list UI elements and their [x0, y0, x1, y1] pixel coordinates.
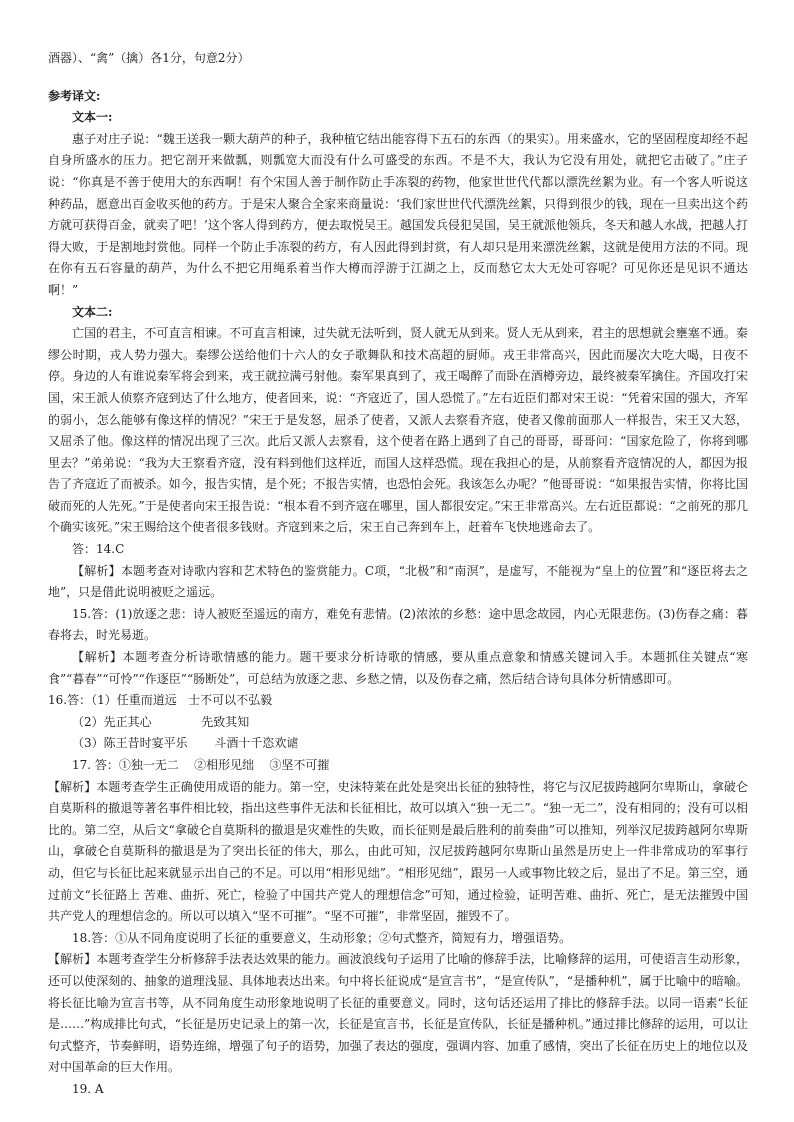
answer-16-line-3: （3）陈王昔时宴平乐 斗酒十千恣欢谑 [72, 736, 299, 751]
answer-continuation: 酒器）、“禽”（擒）各1分，句意2分） [48, 51, 250, 65]
analysis-17: 【解析】本题考查学生正确使用成语的能力。第一空，史沫特莱在此处是突出长征的独特性，将它与汉尼拔跨越阿尔卑斯山，拿破仑自莫斯科的撤退等著名事件相比较，指出这些事件无法和长征相比，故可以填入“独一无二”。“独一无二”，没有相同的；没有可以相比的。第二空，从后文“拿破仑自莫斯科的撤退是灾难性的失败，而长征则是最后胜利的前奏曲”可以推知，列举汉尼拔跨越阿尔卑斯山，拿破仑自莫斯科的撤退是为了突出长征的伟大，那么，由此可知，汉尼拔跨越阿尔卑斯山虽然是历史上一件非常成功的军事行动，但它与长征比起来就显示出自己的不足。可以用“相形见绌”。“相形见绌”，跟另一人或事物比较之后，显出了不足。第三空，通过前文“长征路上 苦难、曲折、死亡，检验了中国共产党人的理想信念”可知，通过检验，证明苦难、曲折、死亡，是无法摧毁中国共产党人的理想信念的。所以可以填入“坚不可摧”。“坚不可摧”，非常坚固，摧毁不了。 [48, 779, 748, 924]
answer-18: 18.答：①从不同角度说明了长征的重要意义，生动形象；②句式整齐，简短有力，增强语势。 [72, 930, 572, 945]
answer-14: 答：14.C [72, 542, 125, 557]
text-one-title: 文本一: [72, 110, 113, 125]
analysis-15: 【解析】本题考查分析诗歌情感的能力。题干要求分析诗歌的情感，要从重点意象和情感关键词入手。本题抓住关键点“寒食”“暮春”“可怜”“作逐臣”“肠断处”，可总结为放逐之悲、乡愁之情，以及伤春之痛，然后结合诗句具体分析情感即可。 [48, 650, 748, 686]
analysis-18: 【解析】本题考查学生分析修辞手法表达效果的能力。画波浪线句子运用了比喻的修辞手法，比喻修辞的运用，可使语言生动形象，还可以使深刻的、抽象的道理浅显、具体地表达出来。句中将长征说成“是宣言书”，“是宣传队”，“是播种机”，属于比喻中的暗喻。将长征比喻为宣言书等，从不同角度生动形象地说明了长征的重要意义。同时，这句话还运用了排比的修辞手法。以同一语素“长征是……”构成排比句式，“长征是历史记录上的第一次，长征是宣言书，长征是宣传队，长征是播种机。”通过排比修辞的运用，可以让句式整齐，节奏鲜明，语势连绵，增强了句子的语势，加强了表达的强度，强调内容、加重了感情，突出了长征在历史上的地位以及对中国革命的巨大作用。 [48, 952, 748, 1075]
answer-16-line-2: （2）先正其心 先致其知 [72, 714, 250, 729]
answer-19: 19. A [72, 1081, 104, 1096]
answer-15: 15.答：(1)放逐之悲：诗人被贬至遥远的南方，难免有悲情。(2)浓浓的乡愁：途中思念故园，内心无限悲伤。(3)伤春之痛：暮春将去，时光易逝。 [48, 606, 748, 643]
answer-16-line-1: 16.答：（1）任重而道远 士不可以不弘毅 [48, 693, 273, 708]
text-two-title: 文本二: [72, 304, 113, 319]
document-page [48, 48, 748, 1101]
answer-17: 17. 答：①独一无二 ②相形见绌 ③坚不可摧 [72, 758, 330, 772]
text-one-body: 惠子对庄子说：“魏王送我一颗大葫芦的种子，我种植它结出能容得下五石的东西（的果实）。用来盛水，它的坚固程度却经不起自身所盛水的压力。把它剖开来做瓢，则瓢宽大而没有什么可盛受的东西。不是不大，我认为它没有用处，就把它击破了。”庄子说：“你真是不善于使用大的东西啊！有个宋国人善于制作防止手冻裂的药物，他家世世代代都以漂洗丝絮为业。有一个客人听说这种药品，愿意出百金收买他的药方。于是宋人聚合全家来商量说：‘我们家世世代代漂洗丝絮，只得到很少的钱，现在一旦卖出这个药方就可获得百金，就卖了吧！’这个客人得到药方，便去取悦吴王。越国发兵侵犯吴国，吴王就派他领兵，冬天和越人水战，把越人打得大败，于是割地封赏他。同样一个防止手冻裂的药方，有人因此得到封赏，有人却只是用来漂洗丝絮，这就是使用方法的不同。现在你有五石容量的葫芦，为什么不把它用绳系着当作大樽而浮游于江湖之上，反而愁它太大无处可容呢？可见你还是见识不通达啊！” [48, 131, 748, 297]
analysis-14: 【解析】本题考查对诗歌内容和艺术特色的鉴赏能力。C项，“北极”和“南溟”，是虚写，不能视为“皇上的位置”和“逐臣将去之地”，只是借此说明被贬之遥远。 [48, 563, 748, 600]
text-two-body: 亡国的君主，不可直言相谏。不可直言相谏，过失就无法听到，贤人就无从到来。贤人无从到来，君主的思想就会壅塞不通。秦缪公时期，戎人势力强大。秦缪公送给他们十六人的女子歌舞队和技术高超的厨师。戎王非常高兴，因此而屡次大吃大喝，日夜不停。身边的人有谁说秦军将会到来，戎王就拉满弓射他。秦军果真到了，戎王喝醉了而卧在酒樽旁边，最终被秦军擒住。齐国攻打宋国，宋王派人侦察齐寇到达了什么地方，使者回来，说：“齐寇近了，国人恐慌了。”左右近臣们都对宋王说：“凭着宋国的强大，齐军的弱小，怎么能够有像这样的情况？”宋王于是发怒，屈杀了使者，又派人去察看齐寇，使者又像前面那人一样报告，宋王又大怒，又屈杀了他。像这样的情况出现了三次。此后又派人去察看，这个使者在路上遇到了自己的哥哥，哥哥问：“国家危险了，你将到哪里去？”弟弟说：“我为大王察看齐寇，没有料到他们这样近，而国人这样恐慌。现在我担心的是，从前察看齐寇情况的人，都因为报告了齐寇近了而被杀。如今，报告实情，是个死；不报告实情，也恐怕会死。我该怎么办呢？”他哥哥说：“如果报告实情，你将比国破而死的人先死。”于是使者向宋王报告说：“根本看不到齐寇在哪里，国人都很安定。”宋王非常高兴。左右近臣都说：“之前死的那几个确实该死。”宋王赐给这个使者很多钱财。齐寇到来之后，宋王自己奔到车上，赶着车飞快地逃命去了。 [48, 326, 748, 535]
reference-translation-heading: 参考译文: [48, 88, 101, 103]
